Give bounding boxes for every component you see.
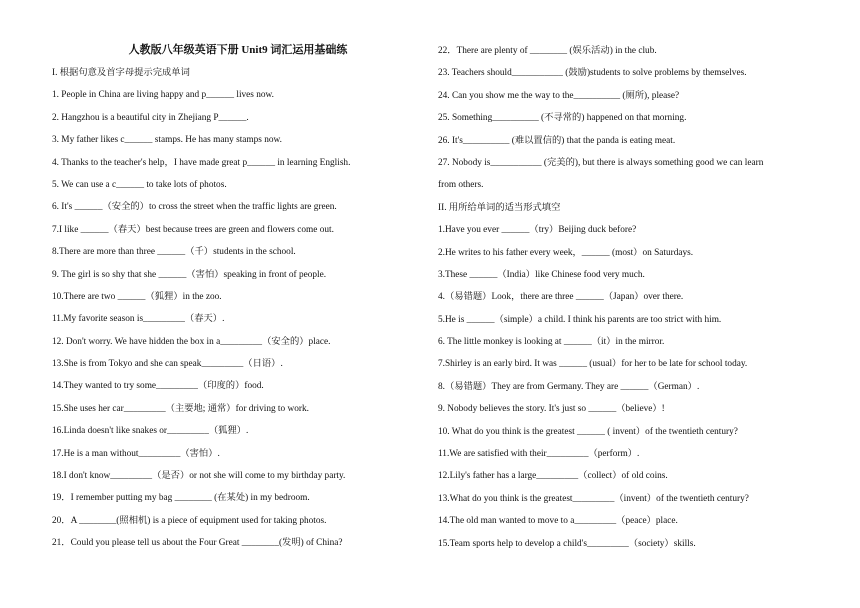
right-question-list-a — [438, 40, 818, 197]
question-line: 11.We are satisfied with their_________（perform）. — [438, 449, 640, 460]
question-line: 1. People in China are living happy and p______ lives now. — [52, 90, 274, 101]
question-line: 21．Could you please tell us about the Four Great ________(发明) of China? — [52, 538, 343, 549]
question-line: 6. It's ______（安全的）to cross the street when the traffic lights are green. — [52, 202, 337, 213]
question-line: 4. Thanks to the teacher's help，I have made great p______ in learning English. — [52, 157, 351, 168]
question-line: 10.There are two ______（狐狸）in the zoo. — [52, 291, 222, 302]
question-line: 26. It's__________ (难以置信的) that the panda is eating meat. — [438, 135, 676, 146]
section-2-heading: II. 用所给单词的适当形式填空 — [438, 202, 561, 213]
question-line: 15.She uses her car_________（主要地; 通常）for driving to work. — [52, 403, 309, 414]
question-line: 7.I like ______（春天）best because trees are green and flowers come out. — [52, 224, 334, 235]
right-question-list-b — [438, 219, 818, 555]
question-line: 12.Lily's father has a large_________（collect）of old coins. — [438, 471, 668, 482]
question-line: 12. Don't worry. We have hidden the box in a_________（安全的）place. — [52, 336, 331, 347]
question-line: 25. Something__________ (不寻常的) happened on that morning. — [438, 113, 687, 124]
left-question-list — [52, 84, 424, 554]
question-line: 23. Teachers should___________ (鼓励)students to solve problems by themselves. — [438, 68, 747, 79]
question-line: 16.Linda doesn't like snakes or_________（狐狸）. — [52, 426, 249, 437]
question-line: 18.I don't know_________（是否）or not she will come to my birthday party. — [52, 471, 346, 482]
question-line: from others. — [438, 180, 484, 191]
question-line: 17.He is a man without_________（害怕）. — [52, 448, 220, 459]
question-line: 15.Team sports help to develop a child's_________（society）skills. — [438, 538, 696, 549]
question-line: 27. Nobody is___________ (完美的), but there is always something good we can learn — [438, 157, 764, 168]
question-line: 2. Hangzhou is a beautiful city in Zhejiang P______. — [52, 112, 249, 123]
question-line: 14.They wanted to try some_________（印度的）food. — [52, 381, 264, 392]
question-line: 3. My father likes c______ stamps. He has many stamps now. — [52, 135, 282, 146]
question-line: 20．A ________(照相机) is a piece of equipment used for taking photos. — [52, 515, 327, 526]
question-line: 4.（易错题）Look，there are three ______（Japan）over there. — [438, 292, 684, 303]
question-line: 13.She is from Tokyo and she can speak_________（日语）. — [52, 359, 283, 370]
question-line: 14.The old man wanted to move to a_________（peace）place. — [438, 516, 678, 527]
question-line: 11.My favorite season is_________（春天）. — [52, 314, 225, 325]
question-line: 5. We can use a c______ to take lots of photos. — [52, 179, 227, 190]
section-1-heading: I. 根据句意及首字母提示完成单词 — [52, 68, 190, 78]
question-line: 2.He writes to his father every week，______ (most）on Saturdays. — [438, 247, 694, 258]
question-line: 6. The little monkey is looking at ______（it）in the mirror. — [438, 337, 665, 348]
right-column — [438, 40, 818, 555]
question-line: 1.Have you ever ______（try）Beijing duck before? — [438, 225, 637, 236]
question-line: 5.He is ______（simple）a child. I think his parents are too strict with him. — [438, 314, 722, 325]
worksheet-title: 人教版八年级英语下册 Unit9 词汇运用基础练 — [128, 44, 348, 56]
question-line: 22．There are plenty of ________ (娱乐活动) in the club. — [438, 46, 657, 56]
question-line: 3.These ______（India）like Chinese food very much. — [438, 269, 645, 280]
question-line: 8.（易错题）They are from Germany. They are ______（German）. — [438, 381, 700, 392]
question-line: 9. Nobody believes the story. It's just so ______（believe）! — [438, 404, 665, 415]
left-column — [52, 40, 424, 555]
question-line: 9. The girl is so shy that she ______（害怕）speaking in front of people. — [52, 269, 327, 280]
question-line: 19．I remember putting my bag ________ (在某处) in my bedroom. — [52, 493, 310, 504]
question-line: 24. Can you show me the way to the__________ (厕所), please? — [438, 90, 680, 101]
question-line: 8.There are more than three ______（千）students in the school. — [52, 247, 296, 258]
question-line: 7.Shirley is an early bird. It was ______ (usual）for her to be late for school today. — [438, 359, 748, 370]
question-line: 10. What do you think is the greatest ______ ( invent）of the twentieth century? — [438, 426, 738, 437]
question-line: 13.What do you think is the greatest_________（invent）of the twentieth century? — [438, 493, 749, 504]
